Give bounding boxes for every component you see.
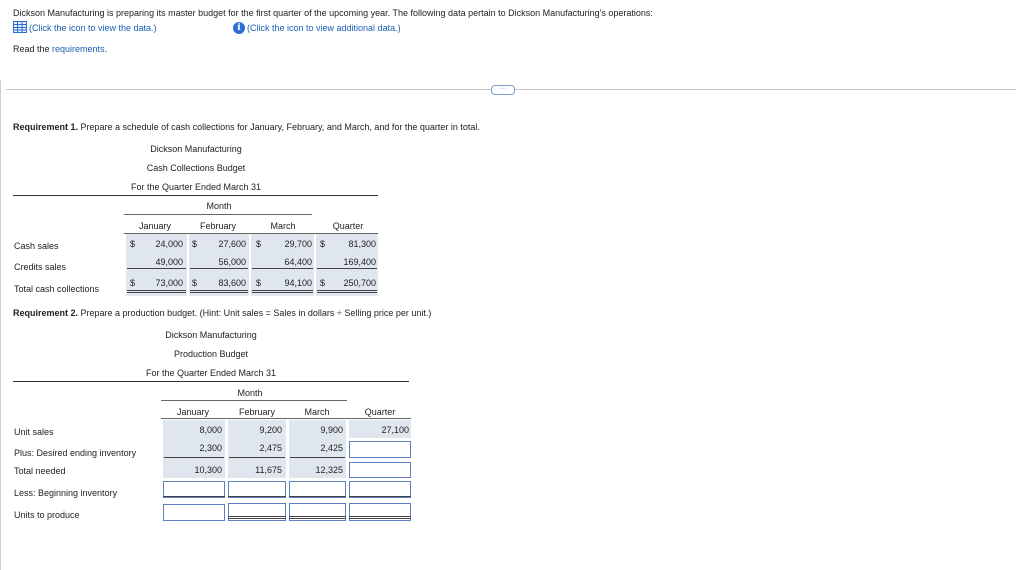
info-icon[interactable]: i	[233, 22, 245, 34]
req1-row-label: Total cash collections	[14, 284, 100, 294]
req1-col-quarter: Quarter	[332, 221, 364, 231]
underline	[252, 268, 313, 269]
double-underline	[349, 518, 411, 519]
double-underline	[317, 290, 377, 291]
req1-period: For the Quarter Ended March 31	[130, 182, 262, 192]
req1-cell: 64,400	[284, 257, 312, 267]
double-underline	[252, 292, 313, 293]
double-underline	[317, 292, 377, 293]
underline	[349, 496, 411, 497]
dollar-sign: $	[256, 239, 262, 249]
req1-cell: 56,000	[218, 257, 246, 267]
req1-cell: 24,000	[155, 239, 183, 249]
table-grid-icon[interactable]	[13, 21, 27, 33]
req2-company: Dickson Manufacturing	[165, 330, 257, 340]
underline	[228, 496, 286, 497]
req2-row-label: Plus: Desired ending inventory	[14, 448, 137, 458]
underline	[164, 457, 224, 458]
dollar-sign: $	[192, 239, 198, 249]
req1-cell: 81,300	[348, 239, 376, 249]
req2-month-header: Month	[237, 388, 263, 398]
double-underline	[190, 292, 248, 293]
req2-heading: Requirement 2. Prepare a production budget. (Hint: Unit sales = Sales in dollars ÷ Selling price per unit.)	[13, 308, 432, 318]
double-underline	[228, 518, 286, 519]
dollar-sign: $	[130, 239, 136, 249]
dollar-sign: $	[192, 278, 198, 288]
double-underline	[190, 290, 248, 291]
underline	[163, 496, 225, 497]
dollar-sign: $	[256, 278, 262, 288]
req1-title: Cash Collections Budget	[146, 163, 246, 173]
req1-cell: 169,400	[343, 257, 376, 267]
req2-cell: 27,100	[381, 425, 409, 435]
total-needed-quarter-input[interactable]	[349, 462, 411, 478]
underline	[289, 496, 346, 497]
req2-cell: 2,475	[259, 443, 282, 453]
req1-col-february: February	[199, 221, 237, 231]
req2-row-label: Units to produce	[14, 510, 80, 520]
req1-row-label: Cash sales	[14, 241, 59, 251]
req1-cell: 73,000	[155, 278, 183, 288]
req1-row-label: Credits sales	[14, 262, 67, 272]
double-underline	[289, 516, 346, 517]
read-requirements: Read the requirements.	[13, 44, 108, 54]
intro-text: Dickson Manufacturing is preparing its master budget for the first quarter of the upcoming year. The following data pertain to Dickson Manufacturing's operations:	[13, 8, 653, 18]
req1-col-january: January	[138, 221, 172, 231]
double-underline	[127, 290, 186, 291]
req2-row-label: Less: Beginning inventory	[14, 488, 118, 498]
more-button[interactable]: ···	[491, 85, 515, 95]
units-to-produce-january-input[interactable]	[163, 504, 225, 521]
double-underline	[349, 516, 411, 517]
req2-period: For the Quarter Ended March 31	[145, 368, 277, 378]
req2-cell: 2,425	[320, 443, 343, 453]
req2-cell: 11,675	[255, 465, 282, 475]
left-border	[0, 80, 1, 570]
underline	[127, 268, 186, 269]
req2-cell: 12,325	[315, 465, 343, 475]
req1-cell: 29,700	[284, 239, 312, 249]
req1-cell: 83,600	[218, 278, 246, 288]
view-additional-data-link[interactable]: (Click the icon to view additional data.)	[247, 23, 401, 33]
req2-title-rule	[13, 381, 409, 382]
double-underline	[289, 518, 346, 519]
req1-month-rule	[124, 214, 312, 215]
req2-col-march: March	[304, 407, 330, 417]
requirements-link[interactable]: requirements	[52, 44, 105, 54]
req2-cell: 10,300	[194, 465, 222, 475]
req1-company: Dickson Manufacturing	[150, 144, 242, 154]
req2-row-label: Unit sales	[14, 427, 54, 437]
req2-cell: 9,200	[259, 425, 282, 435]
req2-row-label: Total needed	[14, 466, 66, 476]
view-data-link[interactable]: (Click the icon to view the data.)	[29, 23, 157, 33]
dollar-sign: $	[320, 278, 326, 288]
req2-col-january: January	[176, 407, 210, 417]
req1-cell: 250,700	[343, 278, 376, 288]
req1-heading: Requirement 1. Prepare a schedule of cash collections for January, February, and March, and for the quarter in total.	[13, 122, 480, 132]
underline	[190, 268, 248, 269]
req1-cell: 94,100	[284, 278, 312, 288]
double-underline	[252, 290, 313, 291]
underline	[317, 268, 377, 269]
req2-cell: 2,300	[199, 443, 222, 453]
req2-cell: 8,000	[199, 425, 222, 435]
dollar-sign: $	[130, 278, 136, 288]
req2-title: Production Budget	[173, 349, 249, 359]
double-underline	[127, 292, 186, 293]
req1-cell: 27,600	[218, 239, 246, 249]
dollar-sign: $	[320, 239, 326, 249]
req1-month-header: Month	[206, 201, 232, 211]
req2-month-rule	[161, 400, 347, 401]
underline	[229, 457, 285, 458]
req1-col-march: March	[270, 221, 296, 231]
underline	[290, 457, 345, 458]
req2-col-quarter: Quarter	[364, 407, 396, 417]
req2-cell: 9,900	[320, 425, 343, 435]
req1-title-rule	[13, 195, 378, 196]
req2-col-february: February	[238, 407, 276, 417]
double-underline	[228, 516, 286, 517]
req2-header-rule	[161, 418, 411, 419]
ending-inventory-quarter-input[interactable]	[349, 441, 411, 458]
req1-cell: 49,000	[155, 257, 183, 267]
